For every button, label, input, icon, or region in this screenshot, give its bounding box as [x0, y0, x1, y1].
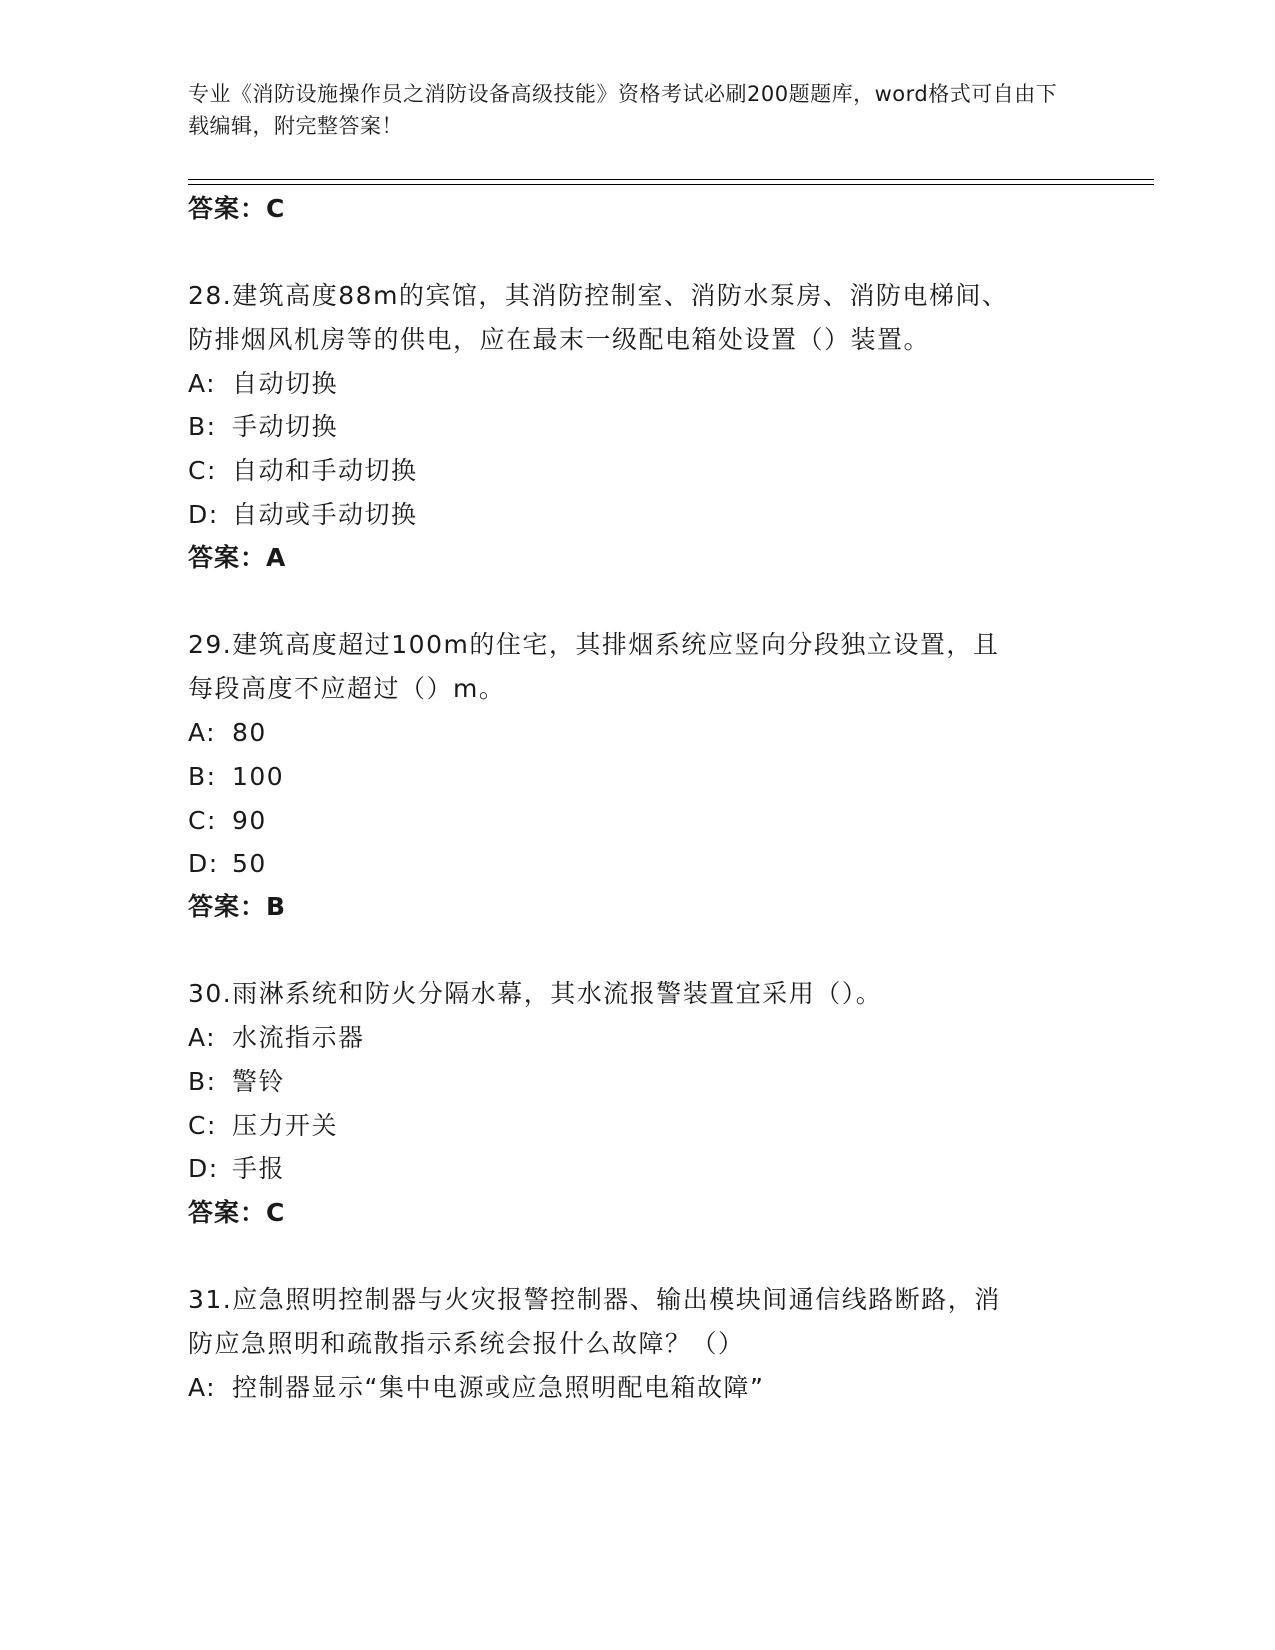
option-label: B:	[188, 412, 217, 441]
option-text: 100	[232, 762, 285, 791]
question-28-option-a	[188, 369, 338, 399]
option-text: 80	[232, 718, 267, 747]
option-text: 手动切换	[232, 412, 339, 441]
option-text: 自动切换	[232, 369, 339, 398]
option-label: C:	[188, 456, 217, 485]
option-label: D:	[188, 849, 219, 878]
question-29-option-b	[188, 762, 284, 792]
question-28-option-d	[188, 500, 418, 530]
option-label: B:	[188, 1067, 217, 1096]
option-label: A:	[188, 369, 217, 398]
option-text: 50	[232, 849, 267, 878]
question-28-stem-line-2: 防排烟风机房等的供电，应在最末一级配电箱处设置（）装置。	[188, 325, 931, 354]
option-text: 控制器显示“集中电源或应急照明配电箱故障”	[232, 1373, 765, 1402]
option-text: 自动和手动切换	[232, 456, 418, 485]
previous-answer: 答案：C	[188, 194, 286, 223]
question-29-option-d	[188, 849, 267, 879]
option-label: B:	[188, 762, 217, 791]
option-text: 自动或手动切换	[232, 500, 418, 529]
option-text: 水流指示器	[232, 1023, 365, 1052]
question-29-stem-line-1: 29.建筑高度超过100m的住宅，其排烟系统应竖向分段独立设置，且	[188, 630, 1000, 659]
question-30-option-a	[188, 1023, 365, 1053]
option-text: 警铃	[232, 1067, 286, 1096]
option-label: D:	[188, 500, 219, 529]
question-28-stem-line-1: 28.建筑高度88m的宾馆，其消防控制室、消防水泵房、消防电梯间、	[188, 281, 1009, 310]
question-30-option-d	[188, 1154, 285, 1184]
question-30-option-b	[188, 1067, 285, 1097]
question-31-stem-line-1: 31.应急照明控制器与火灾报警控制器、输出模块间通信线路断路，消	[188, 1285, 1001, 1314]
option-text: 手报	[232, 1154, 286, 1183]
question-28-option-b	[188, 412, 338, 442]
question-29-answer: 答案：B	[188, 892, 287, 921]
option-label: C:	[188, 1111, 217, 1140]
document-header: 专业《消防设施操作员之消防设备高级技能》资格考试必刷200题题库，word格式可自由下载编辑，附完整答案！	[188, 82, 1058, 138]
question-28-option-c	[188, 456, 418, 486]
header-divider	[188, 179, 1154, 180]
option-label: A:	[188, 1023, 217, 1052]
option-label: A:	[188, 1373, 217, 1402]
question-30-answer: 答案：C	[188, 1198, 286, 1227]
option-label: D:	[188, 1154, 219, 1183]
question-29-option-c	[188, 806, 267, 836]
question-31-option-a	[188, 1373, 764, 1403]
option-label: A:	[188, 718, 217, 747]
question-28-answer: 答案：A	[188, 543, 287, 572]
header-divider-secondary	[188, 184, 1154, 185]
question-30-option-c	[188, 1111, 338, 1141]
option-label: C:	[188, 806, 217, 835]
question-31-stem-line-2: 防应急照明和疏散指示系统会报什么故障？（）	[188, 1329, 745, 1358]
question-30-stem-line-1: 30.雨淋系统和防火分隔水幕，其水流报警装置宜采用（）。	[188, 979, 883, 1008]
question-29-option-a	[188, 718, 267, 748]
option-text: 压力开关	[232, 1111, 339, 1140]
option-text: 90	[232, 806, 267, 835]
question-29-stem-line-2: 每段高度不应超过（）m。	[188, 674, 506, 703]
